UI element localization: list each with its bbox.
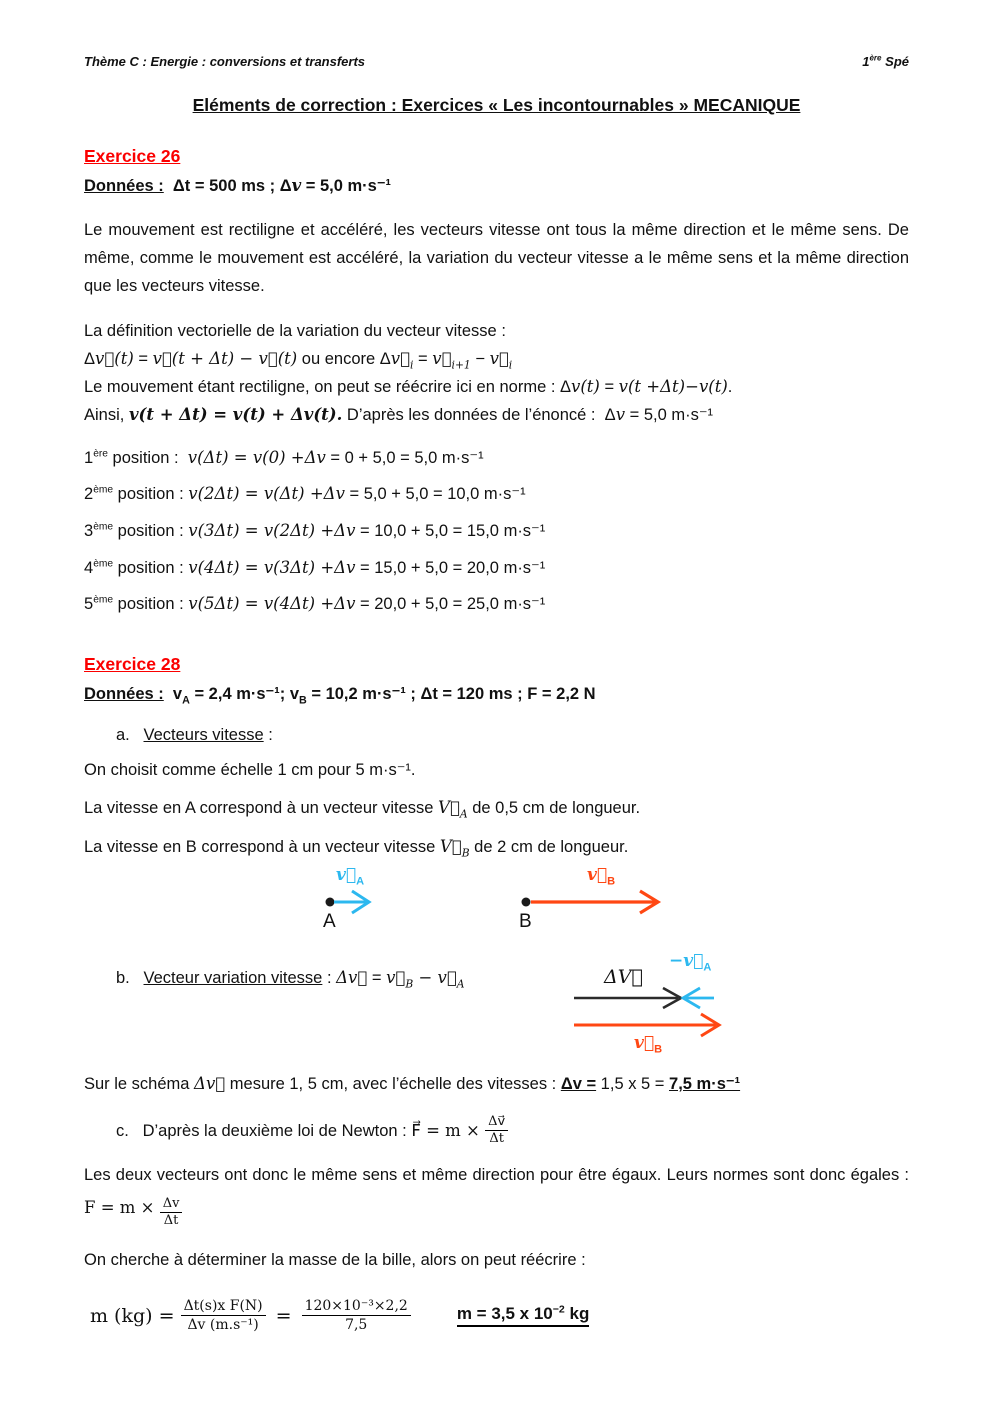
text-segment: A bbox=[182, 693, 190, 706]
text-segment: 3 bbox=[84, 521, 94, 540]
line-vector-formula bbox=[84, 345, 909, 373]
text-segment: B bbox=[654, 1043, 663, 1056]
text-segment: Spé bbox=[881, 54, 909, 69]
text-segment: position : bbox=[113, 521, 189, 540]
text-segment: F = m × bbox=[84, 1197, 160, 1217]
text-segment: position : bbox=[113, 558, 189, 577]
vector-vb-label bbox=[587, 865, 616, 888]
text-segment: B bbox=[461, 846, 470, 860]
text-segment: Les deux vecteurs ont donc le même sens et même direction pour être égaux. Leurs normes sont donc égales : bbox=[84, 1166, 914, 1185]
page-title bbox=[84, 95, 909, 116]
text-segment: B bbox=[607, 875, 616, 888]
text-segment: = 10,0 + 5,0 = 15,0 m·s⁻¹ bbox=[355, 521, 546, 540]
text-segment: position : bbox=[113, 595, 189, 614]
line-vitesse-b bbox=[84, 834, 909, 860]
text-segment: Δt = 500 ms ; Δ bbox=[163, 177, 292, 195]
text-segment: = 5,0 + 5,0 = 10,0 m·s⁻¹ bbox=[344, 485, 526, 504]
text-segment: = 20,0 + 5,0 = 25,0 m·s⁻¹ bbox=[355, 595, 546, 614]
text-segment: Le mouvement étant rectiligne, on peut se réécrire ici en norme : Δ bbox=[84, 377, 572, 396]
text-segment: Vecteur variation vitesse bbox=[143, 969, 323, 988]
text-segment: 4 bbox=[84, 558, 94, 577]
text-segment: v⃗ bbox=[386, 968, 406, 988]
text-segment: v(t +Δt)−v(t) bbox=[618, 376, 728, 396]
text-segment: −v⃗ bbox=[669, 951, 704, 972]
text-segment: v⃗ bbox=[432, 348, 452, 368]
text-segment: −2 bbox=[552, 1303, 565, 1316]
positions-list bbox=[84, 445, 909, 618]
text-segment: ΔV⃗ bbox=[604, 966, 643, 989]
text-segment: position : bbox=[113, 485, 189, 504]
text-segment: A bbox=[323, 911, 336, 933]
text-segment: Le mouvement est rectiligne et accéléré, les vecteurs vitesse ont tous la même direction et le même sens. De même, comme le mouvement est accéléré, la variation du vecteur vitesse a le même sens et la même direction que les vecteurs vitesse. bbox=[84, 221, 914, 296]
text-segment: v⃗(t + Δt) − v⃗(t) bbox=[152, 348, 298, 368]
text-segment: = 10,2 m·s⁻¹ ; Δt = 120 ms ; F = 2,2 N bbox=[306, 684, 596, 703]
text-segment: A bbox=[456, 977, 465, 991]
neg-va-label bbox=[669, 951, 712, 974]
text-segment: = bbox=[367, 969, 387, 988]
text-segment: 1 bbox=[862, 54, 870, 69]
point-b-dot bbox=[522, 898, 531, 907]
text-segment: Δv⃗ bbox=[194, 1074, 226, 1094]
text-segment: = 15,0 + 5,0 = 20,0 m·s⁻¹ bbox=[355, 558, 546, 577]
mass-numeric-fraction bbox=[302, 1297, 411, 1334]
velocity-vectors-diagram bbox=[84, 864, 909, 940]
fraction-numerator: Δt(s)x F(N) bbox=[181, 1297, 266, 1316]
final-formula bbox=[84, 1297, 909, 1334]
newton-law-fraction bbox=[485, 1114, 508, 1149]
text-segment: . bbox=[727, 377, 733, 396]
text-segment: position : bbox=[107, 448, 188, 467]
item-c-text bbox=[116, 1121, 485, 1141]
line-norme bbox=[84, 373, 909, 401]
text-segment: v bbox=[163, 684, 183, 703]
text-segment: ère bbox=[869, 53, 882, 63]
text-segment: v⃗ bbox=[437, 968, 457, 988]
text-segment: 7,5 m·s⁻¹ bbox=[669, 1075, 741, 1094]
item-c-line bbox=[84, 1114, 909, 1149]
text-segment: de 0,5 cm de longueur. bbox=[467, 799, 641, 818]
text-segment: V⃗ bbox=[438, 798, 460, 818]
text-segment: Sur le schéma bbox=[84, 1075, 195, 1094]
text-segment: Exercice 28 bbox=[84, 653, 181, 674]
position-line-3 bbox=[84, 518, 909, 545]
text-segment: La définition vectorielle de la variation du vecteur vitesse : bbox=[84, 321, 506, 340]
text-segment: 1 bbox=[84, 448, 94, 467]
text-segment: Données : bbox=[84, 177, 164, 195]
fraction-denominator: Δt bbox=[163, 1213, 179, 1229]
text-segment: b. bbox=[116, 969, 144, 988]
fraction-denominator: 7,5 bbox=[345, 1317, 368, 1334]
text-segment: v⃗ bbox=[634, 1033, 655, 1054]
text-segment: = bbox=[599, 377, 619, 396]
text-segment: Ainsi, bbox=[84, 405, 129, 424]
text-segment: On choisit comme échelle 1 cm pour 5 m·s⁻¹. bbox=[84, 761, 416, 780]
text-segment: B bbox=[405, 977, 414, 991]
text-segment: B bbox=[299, 693, 307, 706]
text-segment: ème bbox=[93, 558, 114, 570]
text-segment: Δv = bbox=[560, 1075, 597, 1094]
header-theme bbox=[84, 54, 365, 69]
vector-va-label bbox=[336, 865, 365, 888]
fraction-numerator: 120×10⁻³×2,2 bbox=[302, 1297, 411, 1316]
text-segment: D’après la deuxième loi de Newton : bbox=[142, 1121, 412, 1140]
text-segment: v(2Δt) = v(Δt) +Δv bbox=[188, 484, 345, 504]
text-segment: ème bbox=[93, 484, 114, 496]
text-segment: B bbox=[519, 911, 532, 933]
position-line-2 bbox=[84, 481, 909, 508]
fraction-denominator: Δv (m.s⁻¹) bbox=[187, 1317, 259, 1334]
text-segment: de 2 cm de longueur. bbox=[469, 837, 629, 856]
point-b-label bbox=[519, 912, 532, 931]
exercise-26-heading bbox=[84, 146, 909, 167]
text-segment: v⃗(t) bbox=[95, 348, 134, 368]
item-a-line bbox=[84, 722, 909, 748]
text-segment: − bbox=[470, 349, 490, 368]
text-segment: = 2,4 m·s⁻¹; v bbox=[189, 684, 300, 703]
line-echelle bbox=[84, 757, 909, 783]
text-segment: Thème C : Energie : conversions et transferts bbox=[84, 54, 366, 69]
text-segment: La vitesse en A correspond à un vecteur vitesse bbox=[84, 799, 439, 818]
position-line-4 bbox=[84, 555, 909, 582]
text-segment: − bbox=[413, 968, 438, 988]
position-line-1 bbox=[84, 445, 909, 472]
line-vitesse-a bbox=[84, 795, 909, 821]
text-segment: La vitesse en B correspond à un vecteur vitesse bbox=[84, 837, 440, 856]
line-ainsi bbox=[84, 401, 909, 429]
text-segment: i+1 bbox=[451, 357, 471, 371]
text-segment: ou encore Δ bbox=[297, 349, 391, 368]
text-segment: v(5Δt) = v(4Δt) +Δv bbox=[188, 594, 356, 614]
text-segment: Δ bbox=[84, 349, 96, 368]
text-segment: kg bbox=[564, 1304, 590, 1324]
text-segment: v⃗ bbox=[489, 348, 509, 368]
exercise-28-heading bbox=[84, 654, 909, 675]
delta-v-label bbox=[604, 968, 643, 987]
text-segment: = bbox=[133, 349, 153, 368]
text-segment: v⃗ bbox=[587, 865, 608, 886]
text-segment: Δv⃗ bbox=[336, 968, 368, 988]
text-segment: Données : bbox=[84, 684, 164, 703]
text-segment: ème bbox=[93, 521, 114, 533]
line-masse bbox=[84, 1247, 909, 1273]
text-segment: On cherche à déterminer la masse de la bille, alors on peut réécrire : bbox=[84, 1250, 586, 1269]
paragraph-newton-text bbox=[84, 1166, 914, 1216]
text-segment: ème bbox=[93, 594, 114, 606]
text-segment: v bbox=[291, 176, 302, 195]
text-segment: ère bbox=[93, 448, 108, 460]
mass-formula-fraction bbox=[181, 1297, 266, 1334]
variation-vector-diagram bbox=[572, 950, 822, 1058]
text-segment: = 5,0 m·s⁻¹ bbox=[625, 405, 714, 424]
text-segment: mesure 1, 5 cm, avec l’échelle des vitesses : bbox=[225, 1075, 561, 1094]
text-segment: m (kg) = bbox=[90, 1304, 181, 1327]
text-segment: m = 3,5 x 10 bbox=[456, 1304, 553, 1324]
final-result bbox=[457, 1304, 590, 1327]
line-schema bbox=[84, 1071, 909, 1097]
text-segment: A bbox=[703, 961, 712, 974]
text-segment: a. bbox=[116, 725, 144, 744]
text-segment: v(4Δt) = v(3Δt) +Δv bbox=[188, 557, 356, 577]
text-segment: V⃗ bbox=[439, 836, 462, 856]
fraction-numerator: Δv⃗ bbox=[485, 1114, 508, 1132]
text-segment: A bbox=[356, 875, 365, 888]
definition-block bbox=[84, 317, 909, 429]
point-a-label bbox=[323, 912, 336, 931]
text-segment: 2 bbox=[84, 485, 94, 504]
line-definition bbox=[84, 317, 909, 345]
vb-label-2 bbox=[634, 1033, 663, 1056]
text-segment: v(t) bbox=[571, 376, 600, 396]
text-segment: v(Δt) = v(0) +Δv bbox=[187, 447, 326, 467]
text-segment: v(t + Δt) = v(t) + Δv(t). bbox=[128, 404, 343, 424]
text-segment: A bbox=[459, 807, 468, 821]
text-segment: = 0 + 5,0 = 5,0 m·s⁻¹ bbox=[325, 448, 484, 467]
final-lhs bbox=[90, 1305, 181, 1327]
norm-fraction bbox=[160, 1196, 183, 1231]
document-header bbox=[84, 54, 909, 69]
text-segment: i bbox=[410, 357, 414, 371]
text-segment: v bbox=[615, 404, 626, 424]
text-segment: Vecteurs vitesse bbox=[143, 725, 264, 744]
velocity-vectors-canvas bbox=[84, 864, 909, 940]
text-segment: i bbox=[508, 357, 513, 371]
text-segment: : bbox=[263, 725, 273, 744]
text-segment: v⃗ bbox=[390, 348, 411, 368]
text-segment: 1,5 x 5 = bbox=[596, 1075, 670, 1094]
text-segment: = bbox=[413, 349, 433, 368]
exercise-28-data bbox=[84, 684, 909, 704]
text-segment: Eléments de correction : Exercices « Les incontournables » MECANIQUE bbox=[192, 95, 801, 115]
text-segment: 5 bbox=[84, 595, 94, 614]
text-segment: D’après les données de l’énoncé : Δ bbox=[342, 405, 616, 424]
point-a-dot bbox=[326, 898, 335, 907]
paragraph-movement bbox=[84, 216, 914, 300]
text-segment: F⃗ = m × bbox=[411, 1120, 486, 1140]
text-segment: v⃗ bbox=[336, 865, 357, 886]
text-segment: : bbox=[322, 969, 337, 988]
equals-sign: = bbox=[275, 1304, 292, 1327]
item-b-row bbox=[84, 950, 909, 1062]
fraction-numerator: Δv bbox=[160, 1196, 183, 1214]
header-level bbox=[862, 54, 909, 69]
paragraph-newton bbox=[84, 1160, 914, 1230]
text-segment: c. bbox=[116, 1121, 143, 1140]
position-line-5 bbox=[84, 591, 909, 618]
exercise-26-data bbox=[84, 176, 909, 196]
fraction-denominator: Δt bbox=[489, 1131, 504, 1147]
text-segment: v(3Δt) = v(2Δt) +Δv bbox=[188, 520, 356, 540]
text-segment: Exercice 26 bbox=[84, 146, 181, 166]
text-segment: = 5,0 m·s⁻¹ bbox=[301, 177, 392, 195]
